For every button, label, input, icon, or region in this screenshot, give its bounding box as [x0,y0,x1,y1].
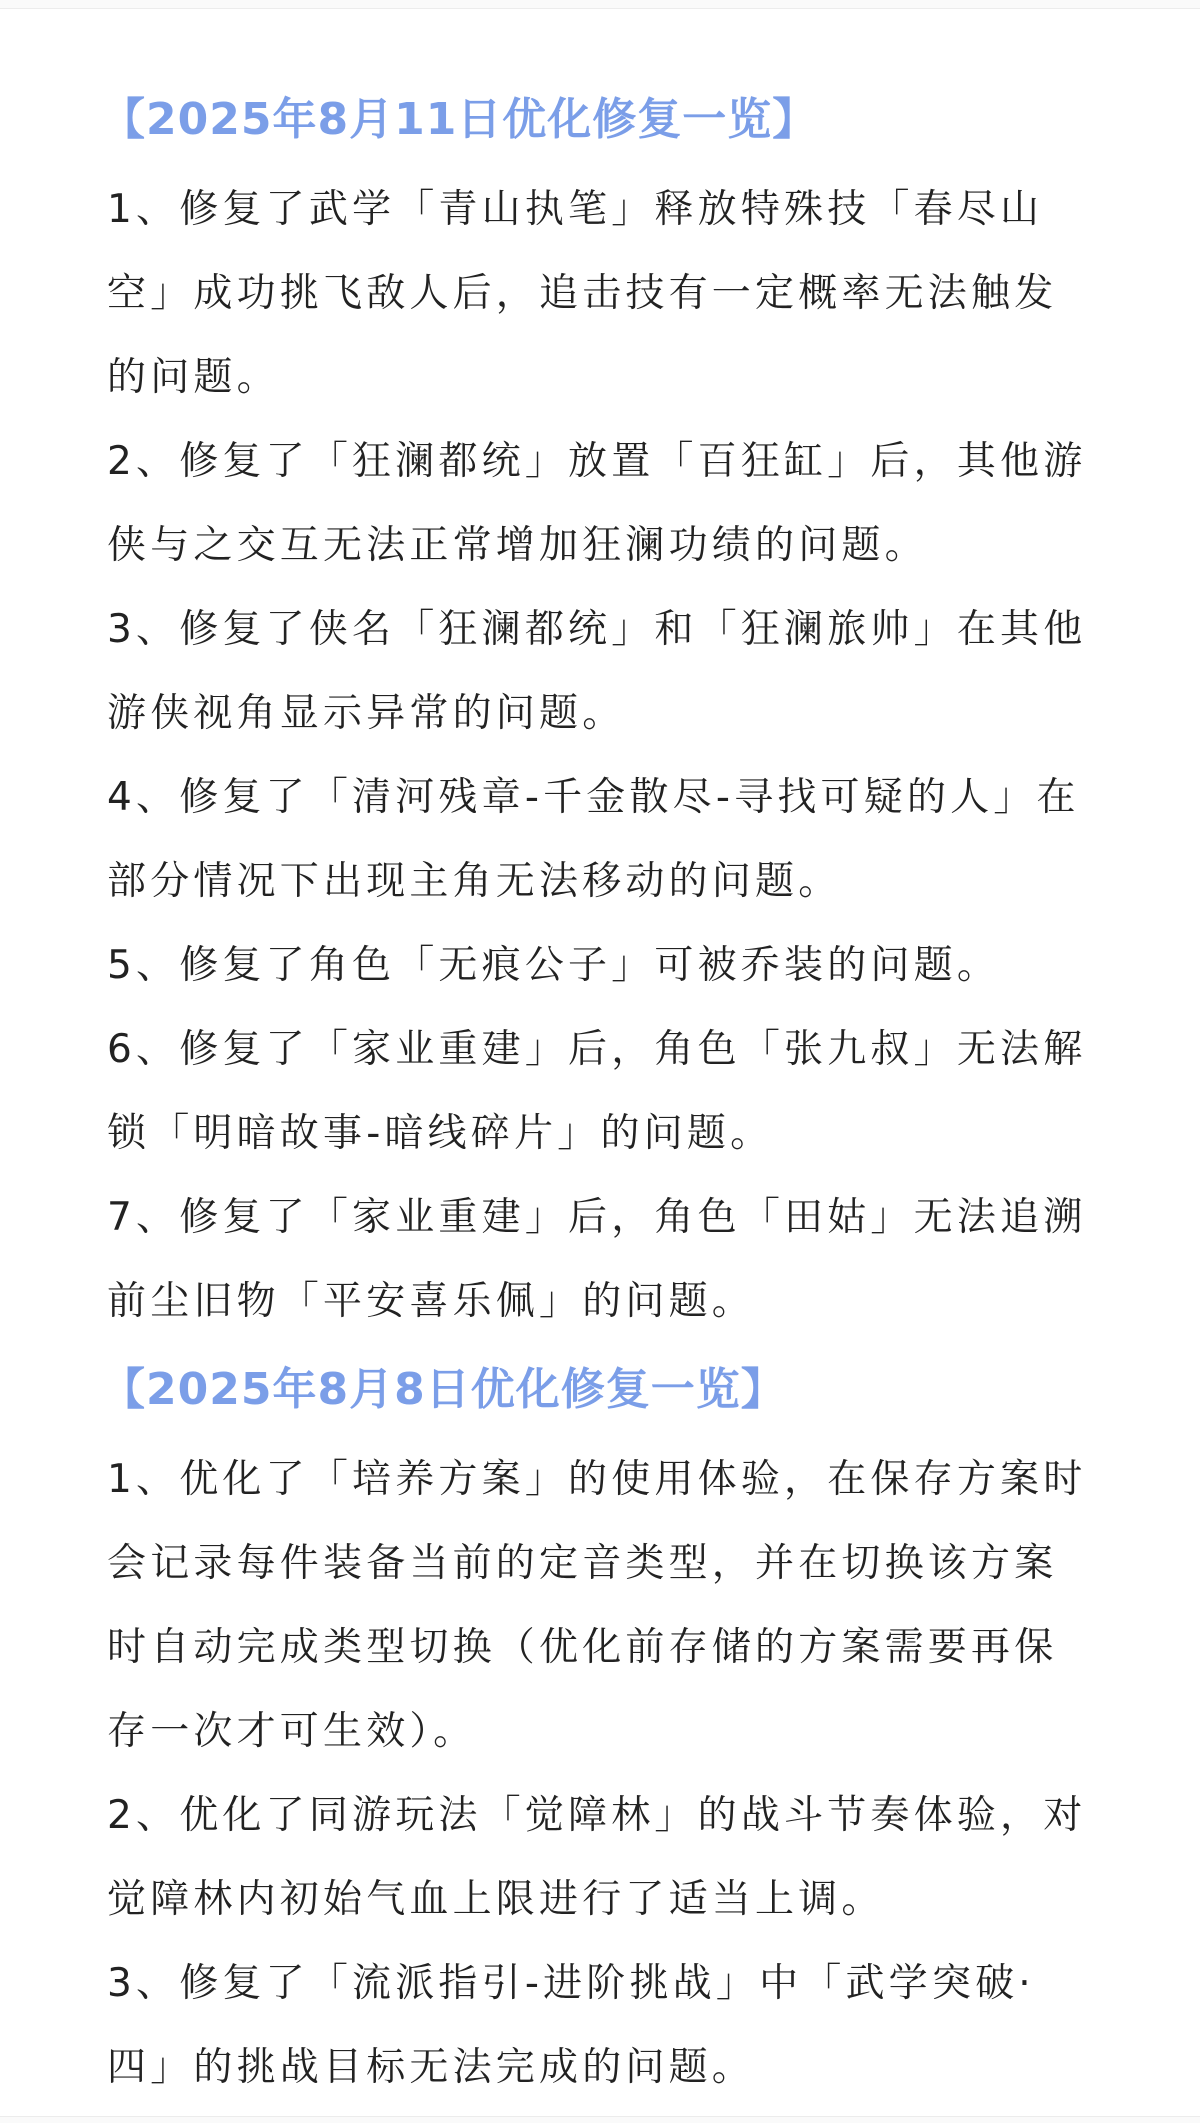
list-item: 7、修复了「家业重建」后，角色「田姑」无法追溯前尘旧物「平安喜乐佩」的问题。 [107,1195,1087,1324]
section-title: 【2025年8月11日优化修复一览】 [101,94,818,145]
section-title: 【2025年8月8日优化修复一览】 [101,1364,786,1415]
bottom-divider [0,2116,1200,2123]
list-item: 6、修复了「家业重建」后，角色「张九叔」无法解锁「明暗故事-暗线碎片」的问题。 [107,1027,1087,1156]
list-item: 4、修复了「清河残章-千金散尽-寻找可疑的人」在部分情况下出现主角无法移动的问题。 [107,775,1080,904]
top-divider [0,0,1200,9]
list-item: 3、修复了「流派指引-进阶挑战」中「武学突破·四」的挑战目标无法完成的问题。 [107,1961,1035,2090]
list-item: 3、修复了侠名「狂澜都统」和「狂澜旅帅」在其他游侠视角显示异常的问题。 [107,607,1087,736]
list-item: 1、优化了「培养方案」的使用体验，在保存方案时会记录每件装备当前的定音类型，并在切换该方案时自动完成类型切换（优化前存储的方案需要再保存一次才可生效）。 [107,1457,1087,1754]
list-item: 5、修复了角色「无痕公子」可被乔装的问题。 [107,943,1001,988]
list-item: 1、修复了武学「青山执笔」释放特殊技「春尽山空」成功挑飞敌人后，追击技有一定概率无法触发的问题。 [107,187,1058,400]
list-item: 2、优化了同游玩法「觉障林」的战斗节奏体验，对觉障林内初始气血上限进行了适当上调。 [107,1793,1087,1922]
notes-content [101,88,1097,2110]
patch-section-0808 [101,1358,1097,2110]
list-item: 2、修复了「狂澜都统」放置「百狂缸」后，其他游侠与之交互无法正常增加狂澜功绩的问题。 [107,439,1087,568]
patch-section-0811 [101,88,1097,1344]
